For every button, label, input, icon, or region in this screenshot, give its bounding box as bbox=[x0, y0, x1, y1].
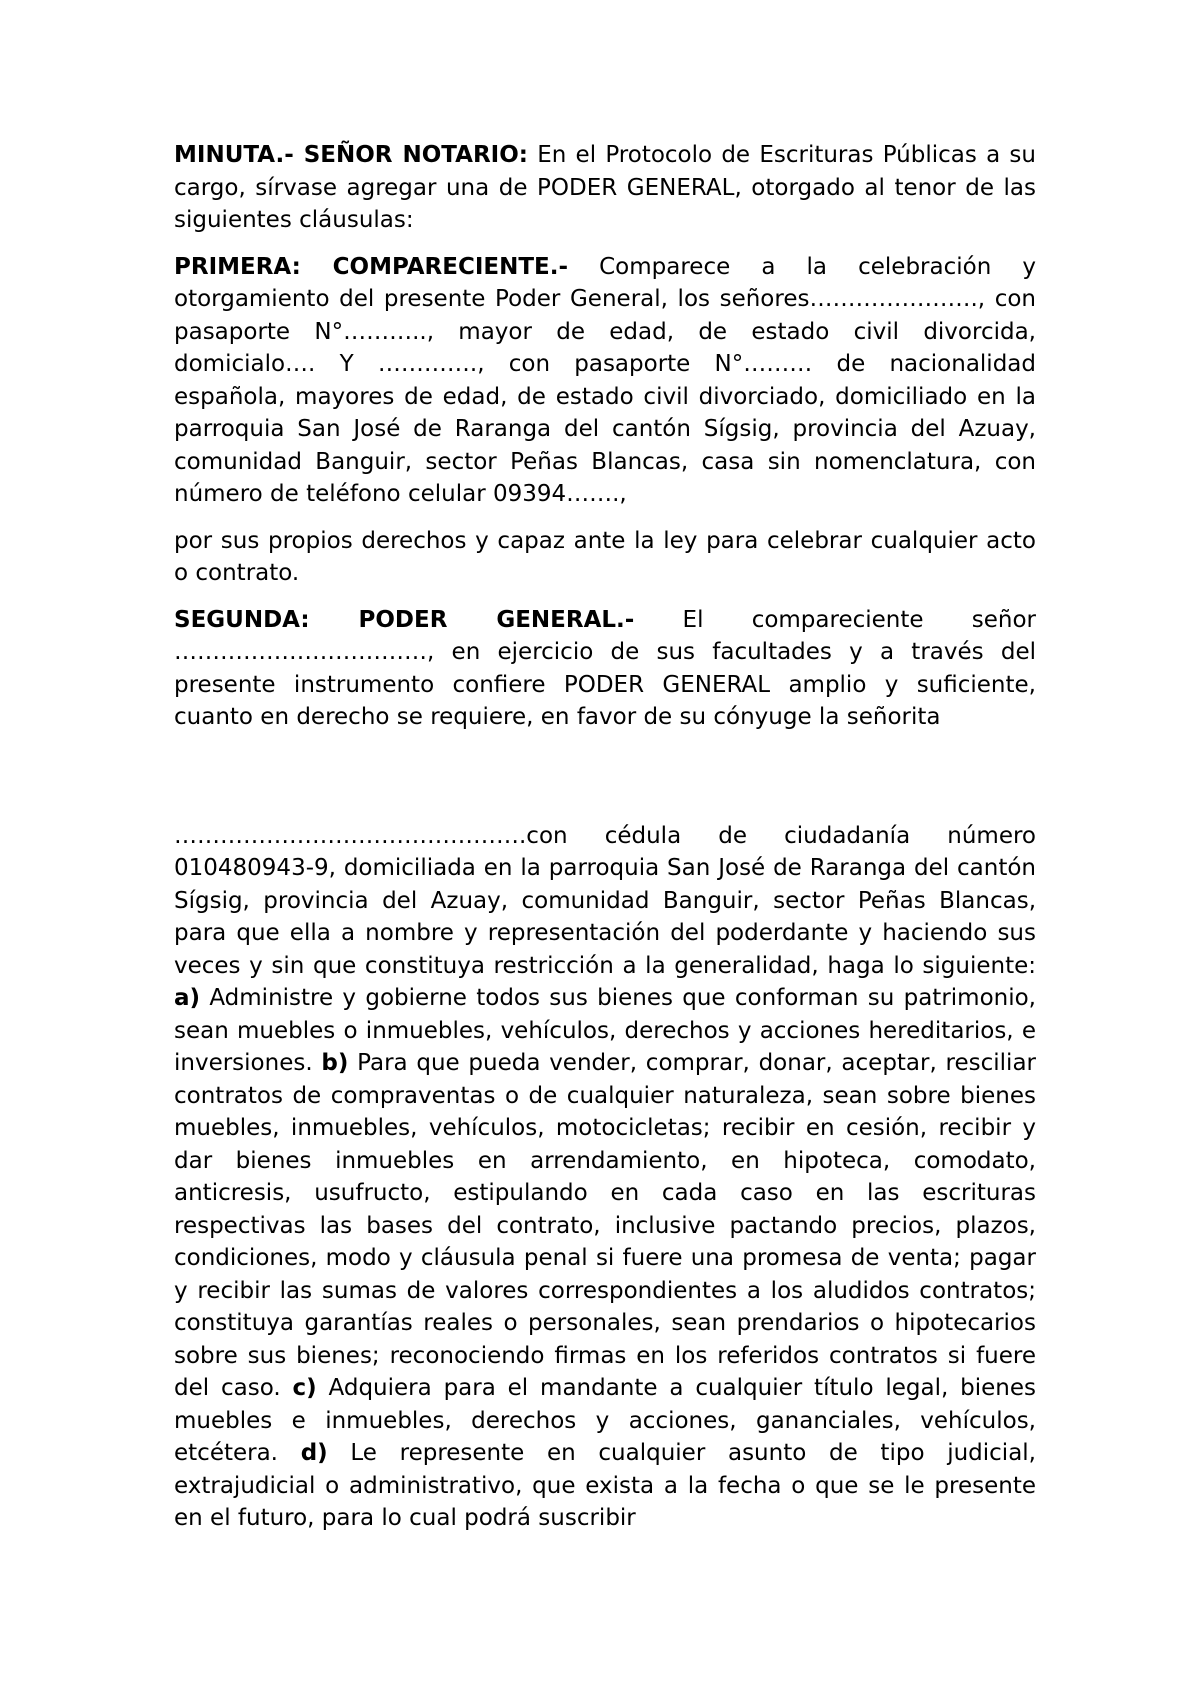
primera-continuation-paragraph bbox=[174, 525, 1036, 590]
segunda-continuation-text-1: ……………………………………….con cédula de ciudadanía número 010480943-9, domiciliada en la parroquia San José de Raranga del cantón Sígsig, provincia del Azuay, comunidad Banguir, sector Peñas Blancas, para que ella a nombre y representación del poderdante y haciendo sus veces y sin que constituya restricción a la generalidad, haga lo siguiente: bbox=[174, 822, 1036, 979]
item-a-label: a) bbox=[174, 985, 201, 1011]
item-d-label: d) bbox=[300, 1440, 328, 1466]
primera-heading: PRIMERA: COMPARECIENTE.- bbox=[174, 253, 569, 280]
segunda-text: El compareciente señor ……………………………, en ejercicio de sus facultades y a través del presente instrumento confiere PODER GENERAL amplio y suficiente, cuanto en derecho se requiere, en favor de su cónyuge la señorita bbox=[174, 606, 1036, 730]
segunda-continuation-text-4: Adquiera para el mandante a cualquier título legal, bienes muebles e inmuebles, derechos y acciones, gananciales, vehículos, etcétera. bbox=[174, 1375, 1036, 1466]
intro-heading: MINUTA.- SEÑOR NOTARIO: bbox=[174, 142, 528, 168]
segunda-paragraph bbox=[174, 604, 1036, 734]
primera-continuation-text: por sus propios derechos y capaz ante la ley para celebrar cualquier acto o contrato. bbox=[174, 527, 1036, 586]
primera-text: Comparece a la celebración y otorgamiento del presente Poder General, los señores…………………., con pasaporte N°……….., mayor de edad, de estado civil divorcida, domicialo…. Y …………., con pasaporte N°……… de nacionalidad española, mayores de edad, de estado civil divorciado, domiciliado en la parroquia San José de Raranga del cantón Sígsig, provincia del Azuay, comunidad Banguir, sector Peñas Blancas, casa sin nomenclatura, con número de teléfono celular 09394……., bbox=[174, 253, 1036, 507]
segunda-continuation-text-2: Administre y gobierne todos sus bienes que conforman su patrimonio, sean muebles o inmuebles, vehículos, derechos y acciones hereditarios, e inversiones. bbox=[174, 985, 1036, 1076]
item-b-label: b) bbox=[321, 1050, 349, 1076]
segunda-heading: SEGUNDA: PODER GENERAL.- bbox=[174, 606, 635, 633]
segunda-continuation-text-3: Para que pueda vender, comprar, donar, aceptar, resciliar contratos de compraventas o de cualquier naturaleza, sean sobre bienes muebles, inmuebles, vehículos, motocicletas; recibir en cesión, recibir y dar bienes inmuebles en arrendamiento, en hipoteca, comodato, anticresis, usufructo, estipulando en cada caso en las escrituras respectivas las bases del contrato, inclusive pactando precios, plazos, condiciones, modo y cláusula penal si fuere una promesa de venta; pagar y recibir las sumas de valores correspondientes a los aludidos contratos; constituya garantías reales o personales, sean prendarios o hipotecarios sobre sus bienes; reconociendo firmas en los referidos contratos si fuere del caso. bbox=[174, 1050, 1036, 1401]
document-page bbox=[174, 139, 1036, 1535]
intro-paragraph bbox=[174, 139, 1036, 237]
item-c-label: c) bbox=[292, 1375, 317, 1401]
segunda-continuation-paragraph bbox=[174, 820, 1036, 1535]
primera-paragraph bbox=[174, 251, 1036, 511]
intro-text: En el Protocolo de Escrituras Públicas a su cargo, sírvase agregar una de PODER GENERAL, otorgado al tenor de las siguientes cláusulas: bbox=[174, 142, 1036, 233]
segunda-continuation-text-5: Le represente en cualquier asunto de tipo judicial, extrajudicial o administrativo, que exista a la fecha o que se le presente en el futuro, para lo cual podrá suscribir bbox=[174, 1440, 1036, 1531]
